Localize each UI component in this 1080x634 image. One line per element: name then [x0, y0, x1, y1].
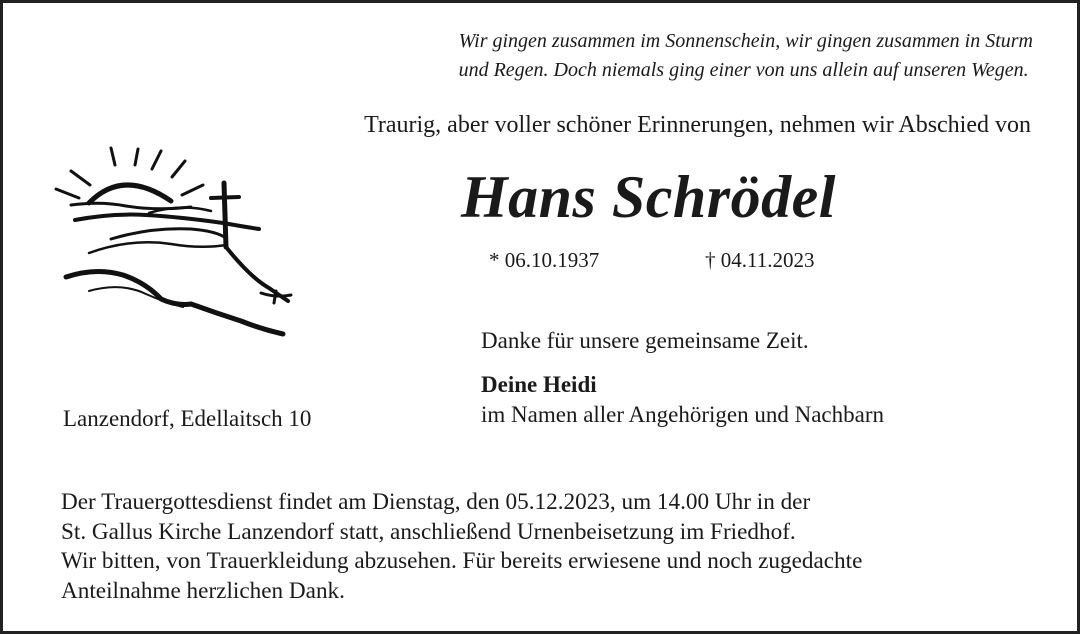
address-text: Lanzendorf, Edellaitsch 10: [63, 406, 312, 431]
death-date: † 04.11.2023: [705, 248, 815, 272]
on-behalf-text: im Namen aller Angehörigen und Nachbarn: [481, 402, 885, 427]
sunrise-hills-cross-icon: [51, 143, 313, 343]
signer-name: Deine Heidi: [481, 372, 597, 397]
motto-line-2: und Regen. Doch niemals ging einer von uns allein auf unseren Wegen.: [458, 59, 1029, 81]
service-info: [61, 488, 862, 606]
service-line-4: Anteilnahme herzlichen Dank.: [61, 577, 345, 604]
birth-date: * 06.10.1937: [489, 248, 600, 272]
thanks-text: Danke für unsere gemeinsame Zeit.: [481, 328, 809, 353]
motto-quote: [459, 27, 1033, 85]
service-line-2: St. Gallus Kirche Lanzendorf statt, anschließend Urnenbeisetzung im Friedhof.: [61, 518, 796, 545]
motto-line-1: Wir gingen zusammen im Sonnenschein, wir gingen zusammen in Sturm: [458, 30, 1033, 52]
service-line-1: Der Trauergottesdienst findet am Dienstag, den 05.12.2023, um 14.00 Uhr in der: [61, 489, 811, 515]
intro-text: Traurig, aber voller schöner Erinnerungen, nehmen wir Abschied von: [364, 112, 1031, 138]
deceased-name: Hans Schrödel: [461, 164, 836, 230]
service-line-3: Wir bitten, von Trauerkleidung abzusehen. Für bereits erwiesene und noch zugedachte: [61, 548, 863, 574]
